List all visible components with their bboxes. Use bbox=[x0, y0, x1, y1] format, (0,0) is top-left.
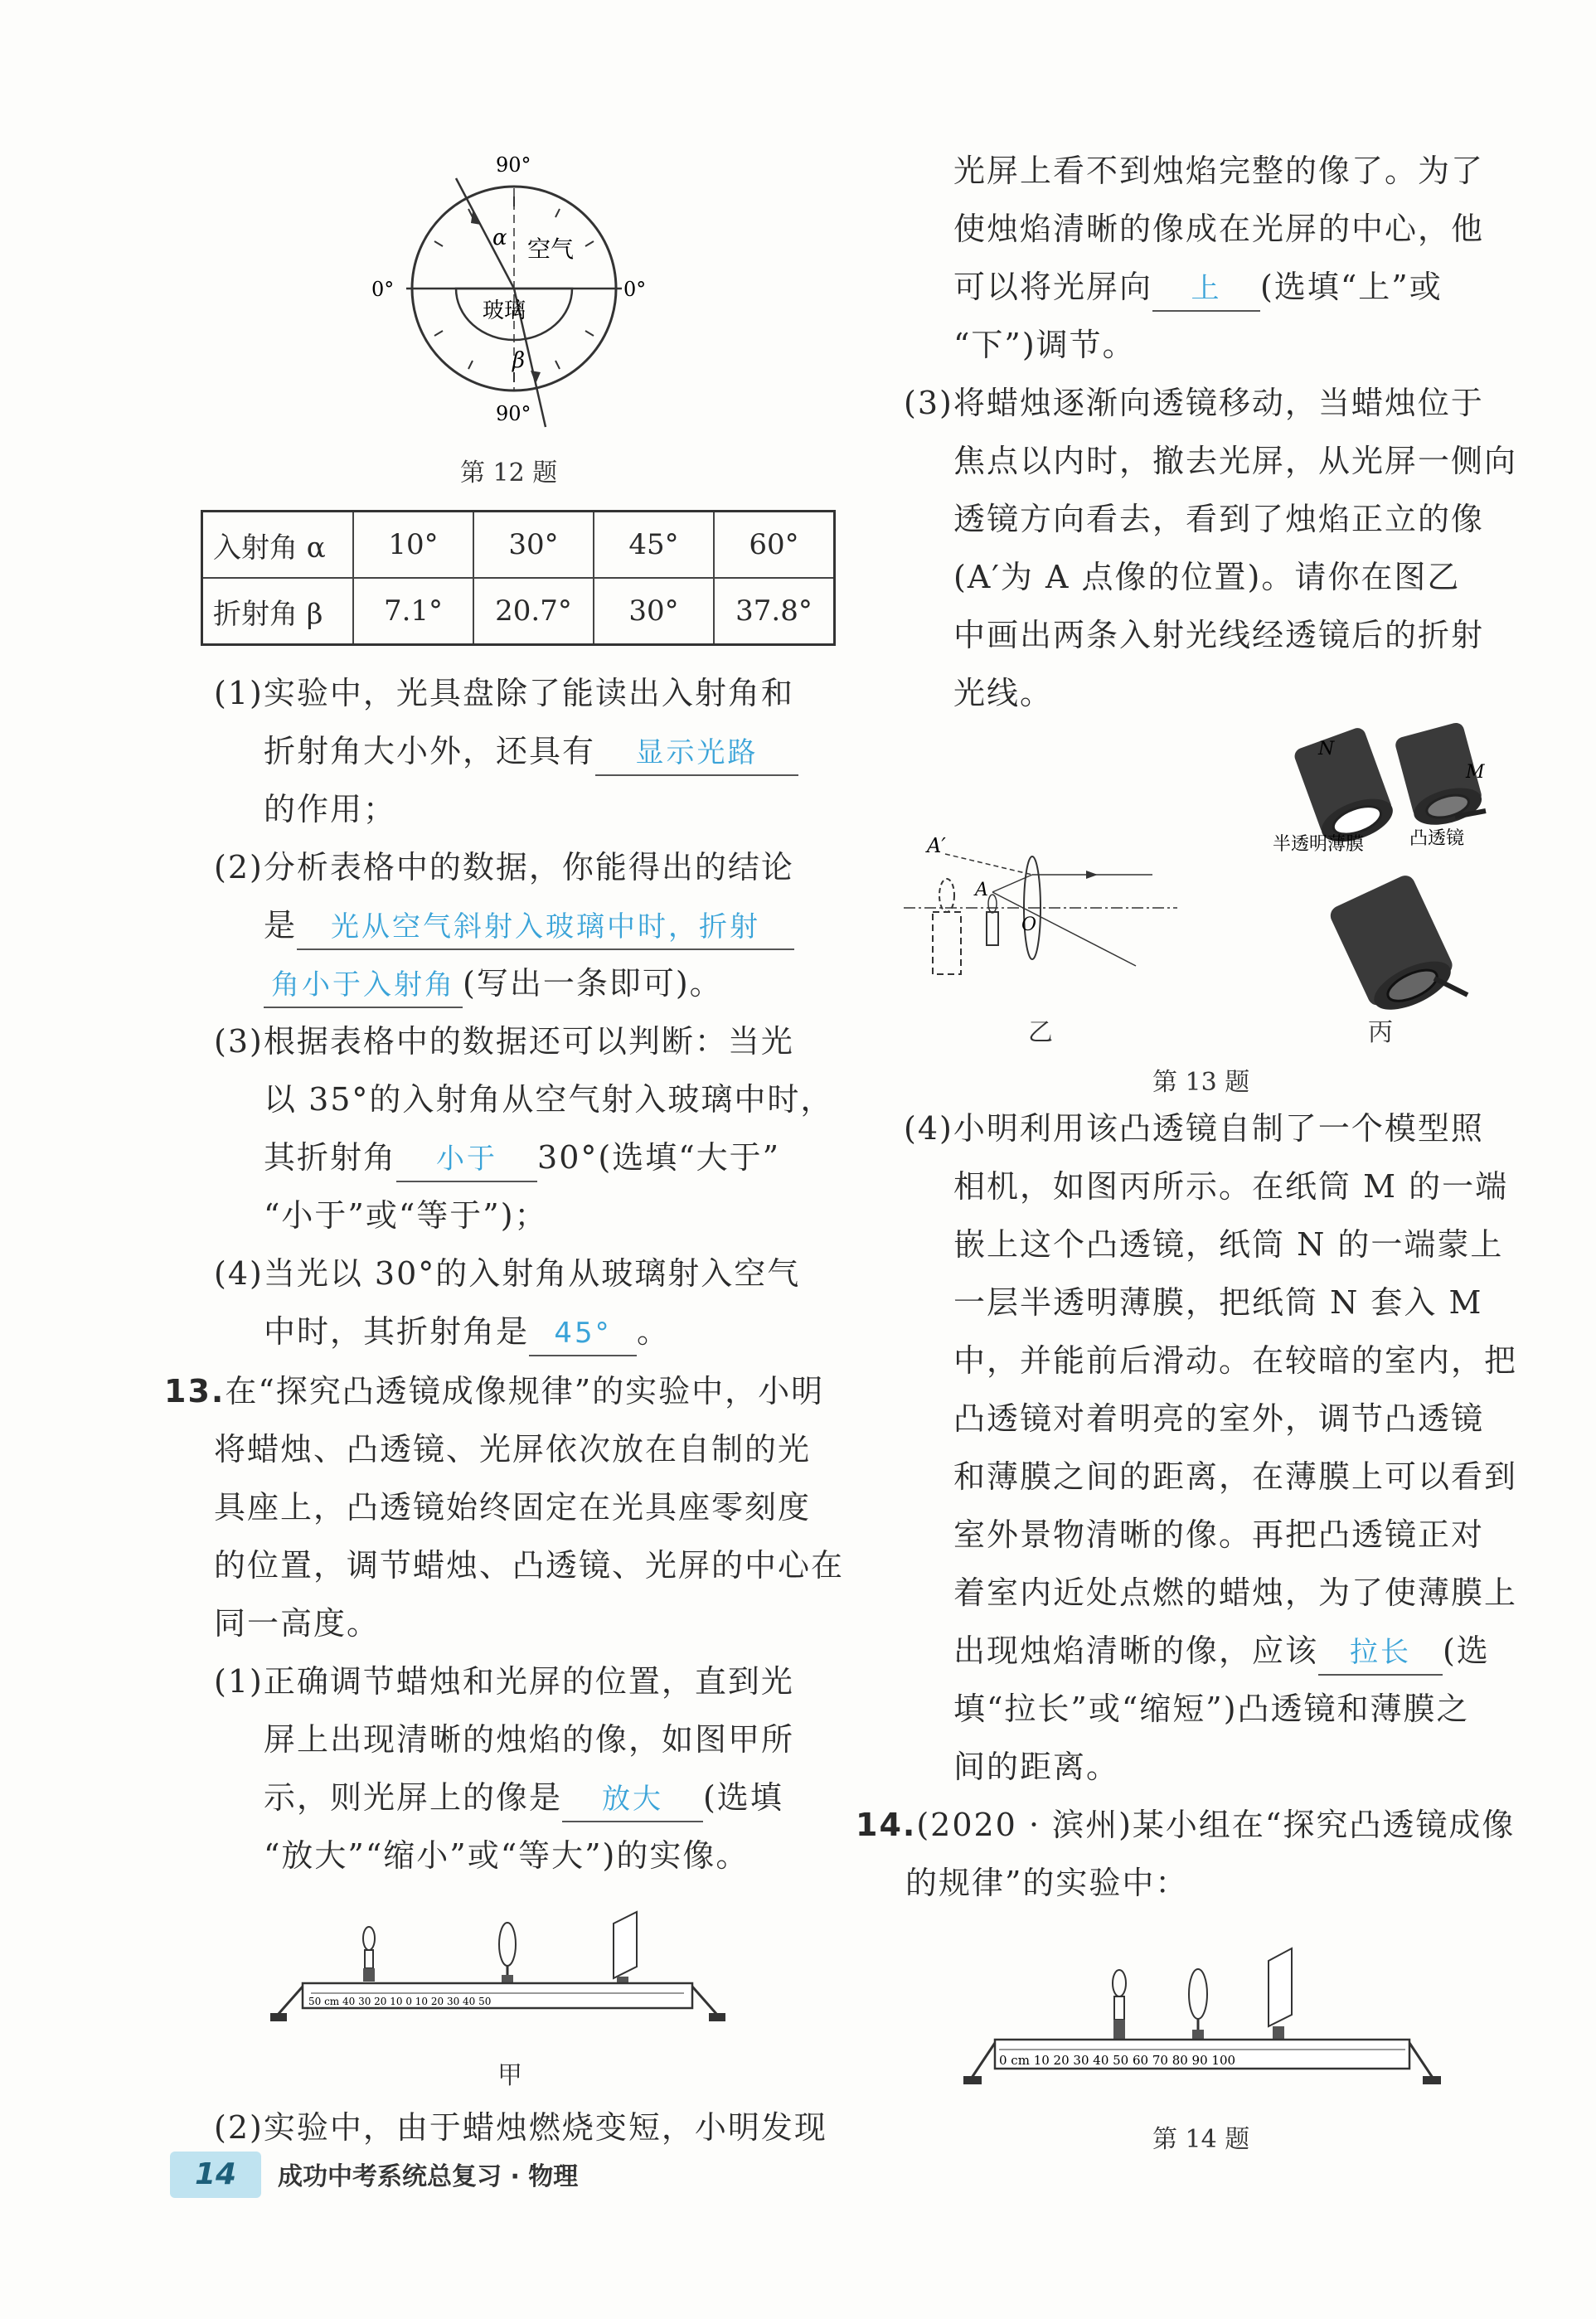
table-row-label: 入射角 α bbox=[202, 512, 354, 579]
q12-p3-line2: 以 35°的入射角从空气射入玻璃中时， bbox=[264, 1081, 834, 1118]
fig12-label-beta: β bbox=[512, 348, 526, 373]
q12-p1-answer: 显示光路 bbox=[595, 731, 798, 776]
q13-stem-line4: 的位置，调节蜡烛、凸透镜、光屏的中心在 bbox=[214, 1547, 845, 1584]
q12-p2-line1: (2)分析表格中的数据，你能得出的结论 bbox=[214, 849, 794, 885]
q12-p4-end: 。 bbox=[637, 1313, 671, 1350]
q12-p3-line3 bbox=[264, 1136, 780, 1182]
q12-p1-line2 bbox=[264, 730, 798, 776]
q13-p4-line9: 着室内近处点燃的蜡烛，为了使薄膜上 bbox=[953, 1574, 1518, 1611]
q13-p4-line4: 一层半透明薄膜，把纸筒 N 套入 M bbox=[953, 1284, 1483, 1321]
q13-p1-text: 示，则光屏上的像是 bbox=[264, 1779, 563, 1816]
fig-bing-m: M bbox=[1466, 762, 1485, 783]
fig-yi-o: O bbox=[1021, 915, 1037, 935]
fig12-label-air: 空气 bbox=[527, 235, 575, 263]
fig12-label-alpha: α bbox=[492, 226, 507, 250]
figure-yi-ray-diagram bbox=[895, 821, 1186, 1036]
q14-number: 14. bbox=[856, 1807, 917, 1843]
figure-12-light-disc bbox=[357, 145, 672, 435]
q13-p3-line5: 中画出两条入射光线经透镜后的折射 bbox=[953, 617, 1485, 653]
fig-yi-a: A bbox=[975, 880, 988, 900]
fig-bing-lens: 凸透镜 bbox=[1409, 828, 1465, 849]
figure-jia-optical-bench bbox=[265, 1907, 730, 2048]
table-row-label: 折射角 β bbox=[202, 578, 354, 645]
table-cell: 10° bbox=[353, 512, 473, 579]
q12-p2-line2 bbox=[264, 904, 794, 950]
q13-p2-text: 可以将光屏向 bbox=[953, 269, 1153, 305]
table-row bbox=[202, 578, 835, 645]
q13-p2-line1: (2)实验中，由于蜡烛燃烧变短，小明发现 bbox=[214, 2109, 827, 2146]
fig-jia-caption: 甲 bbox=[497, 2061, 522, 2090]
q12-p2-answer-2: 角小于入射角 bbox=[264, 963, 463, 1008]
q12-p3-line4: “小于”或“等于”)； bbox=[264, 1197, 548, 1234]
q13-stem-text1: 在“探究凸透镜成像规律”的实验中，小明 bbox=[225, 1373, 825, 1409]
q13-p2-tail: (选填“上”或 bbox=[1260, 269, 1443, 305]
table-cell: 20.7° bbox=[473, 578, 594, 645]
q14-stem-text1: (2020 · 滨州)某小组在“探究凸透镜成像 bbox=[916, 1807, 1516, 1843]
q13-p4-line6: 凸透镜对着明亮的室外，调节凸透镜 bbox=[953, 1400, 1485, 1437]
q13-p2-line3: 使烛焰清晰的像成在光屏的中心，他 bbox=[953, 211, 1485, 247]
fig-bing-caption: 丙 bbox=[1368, 1018, 1393, 1047]
q13-stem-line2: 将蜡烛、凸透镜、光屏依次放在自制的光 bbox=[214, 1431, 812, 1468]
q12-p3-answer: 小于 bbox=[396, 1138, 537, 1182]
q12-p3-line1: (3)根据表格中的数据还可以判断：当光 bbox=[214, 1023, 794, 1060]
table-row bbox=[202, 512, 835, 579]
q13-p4-text: 出现烛焰清晰的像，应该 bbox=[953, 1633, 1319, 1669]
table-cell: 30° bbox=[473, 512, 594, 579]
q13-p3-line3: 透镜方向看去，看到了烛焰正立的像 bbox=[953, 501, 1485, 537]
q13-p3-line4: (A′为 A 点像的位置)。请你在图乙 bbox=[953, 559, 1461, 595]
table-cell: 60° bbox=[714, 512, 835, 579]
q13-stem-line1 bbox=[164, 1370, 824, 1413]
table-cell: 7.1° bbox=[353, 578, 473, 645]
fig12-label-glass: 玻璃 bbox=[483, 298, 526, 323]
q12-p3-text: 其折射角 bbox=[264, 1139, 397, 1176]
fig-bing-film: 半透明薄膜 bbox=[1273, 834, 1365, 855]
q14-stem-line1 bbox=[856, 1803, 1515, 1846]
angle-table bbox=[201, 510, 836, 646]
q13-p4-line2: 相机，如图丙所示。在纸筒 M 的一端 bbox=[953, 1168, 1509, 1205]
q13-p4-line10 bbox=[953, 1629, 1490, 1676]
q13-p3-line2: 焦点以内时，撤去光屏，从光屏一侧向 bbox=[953, 443, 1518, 479]
q12-p2-tail: (写出一条即可)。 bbox=[463, 965, 723, 1002]
q13-p4-line3: 嵌上这个凸透镜，纸筒 N 的一端蒙上 bbox=[953, 1226, 1504, 1263]
q13-p1-line3 bbox=[264, 1776, 783, 1822]
q13-p2-line2: 光屏上看不到烛焰完整的像了。为了 bbox=[953, 153, 1485, 189]
q13-p4-tail: (选 bbox=[1443, 1633, 1490, 1669]
q13-p4-line8: 室外景物清晰的像。再把凸透镜正对 bbox=[953, 1516, 1485, 1553]
table-cell: 30° bbox=[594, 578, 714, 645]
q12-p2-line3 bbox=[264, 962, 723, 1008]
ruler-jia-scale: 50 cm 40 30 20 10 0 10 20 30 40 50 bbox=[308, 1996, 492, 2007]
q13-stem-line5: 同一高度。 bbox=[214, 1605, 381, 1642]
q12-p1-line1: (1)实验中，光具盘除了能读出入射角和 bbox=[214, 675, 794, 711]
q12-p2-answer-1: 光从空气斜射入玻璃中时，折射 bbox=[297, 905, 794, 950]
q12-p1-text: 折射角大小外，还具有 bbox=[264, 733, 596, 769]
q14-stem-line2: 的规律”的实验中： bbox=[905, 1865, 1189, 1901]
q12-p4-line1: (4)当光以 30°的入射角从玻璃射入空气 bbox=[214, 1255, 801, 1292]
q12-p1-line3: 的作用； bbox=[264, 791, 397, 827]
q13-p1-line2: 屏上出现清晰的烛焰的像，如图甲所 bbox=[264, 1721, 795, 1758]
q13-stem-line3: 具座上，凸透镜始终固定在光具座零刻度 bbox=[214, 1489, 812, 1526]
q13-p4-answer: 拉长 bbox=[1318, 1631, 1443, 1676]
fig14-caption: 第 14 题 bbox=[1152, 2125, 1250, 2154]
q13-p1-line4: “放大”“缩小”或“等大”)的实像。 bbox=[264, 1837, 749, 1874]
q13-p4-line7: 和薄膜之间的距离，在薄膜上可以看到 bbox=[953, 1458, 1518, 1495]
q13-p1-line1: (1)正确调节蜡烛和光屏的位置，直到光 bbox=[214, 1663, 794, 1700]
q13-p2-answer: 上 bbox=[1152, 267, 1260, 312]
fig12-label-top: 90° bbox=[496, 153, 531, 177]
book-title: 成功中考系统总复习 · 物理 bbox=[278, 2162, 579, 2191]
q13-p3-line1: (3)将蜡烛逐渐向透镜移动，当蜡烛位于 bbox=[904, 385, 1484, 421]
fig-yi-a-prime: A′ bbox=[927, 834, 946, 857]
figure-14-optical-bench bbox=[962, 1924, 1451, 2106]
page-number: 14 bbox=[170, 2152, 261, 2198]
q13-p4-line12: 间的距离。 bbox=[953, 1749, 1120, 1785]
q12-p4-answer: 45° bbox=[529, 1312, 637, 1356]
q13-p1-tail: (选填 bbox=[703, 1779, 783, 1816]
fig-yi-caption: 乙 bbox=[1028, 1018, 1053, 1047]
q13-p2-line4 bbox=[953, 265, 1443, 312]
ruler-14-scale: 0 cm 10 20 30 40 50 60 70 80 90 100 bbox=[999, 2053, 1236, 2068]
fig12-label-bottom: 90° bbox=[496, 402, 531, 425]
q12-p4-line2 bbox=[264, 1310, 670, 1356]
fig12-caption: 第 12 题 bbox=[460, 458, 558, 488]
fig12-label-right: 0° bbox=[623, 278, 647, 301]
q13-p4-line5: 中，并能前后滑动。在较暗的室内，把 bbox=[953, 1342, 1518, 1379]
q13-p2-line5: “下”)调节。 bbox=[953, 327, 1136, 363]
table-cell: 37.8° bbox=[714, 578, 835, 645]
q13-p4-line1: (4)小明利用该凸透镜自制了一个模型照 bbox=[904, 1110, 1484, 1147]
fig-bing-n: N bbox=[1318, 739, 1335, 759]
q12-p3-tail: 30°(选填“大于” bbox=[537, 1139, 781, 1176]
q12-p2-text: 是 bbox=[264, 907, 298, 944]
q12-p4-text: 中时，其折射角是 bbox=[264, 1313, 530, 1350]
fig12-label-left: 0° bbox=[371, 278, 395, 301]
q13-number: 13. bbox=[164, 1373, 226, 1409]
q13-p3-line6: 光线。 bbox=[953, 675, 1054, 711]
q13-p4-line11: 填“拉长”或“缩短”)凸透镜和薄膜之 bbox=[953, 1691, 1470, 1727]
figure-bing-tube-camera bbox=[1269, 713, 1517, 1028]
q13-p1-answer: 放大 bbox=[562, 1778, 703, 1822]
table-cell: 45° bbox=[594, 512, 714, 579]
fig13-caption: 第 13 题 bbox=[1152, 1068, 1250, 1097]
